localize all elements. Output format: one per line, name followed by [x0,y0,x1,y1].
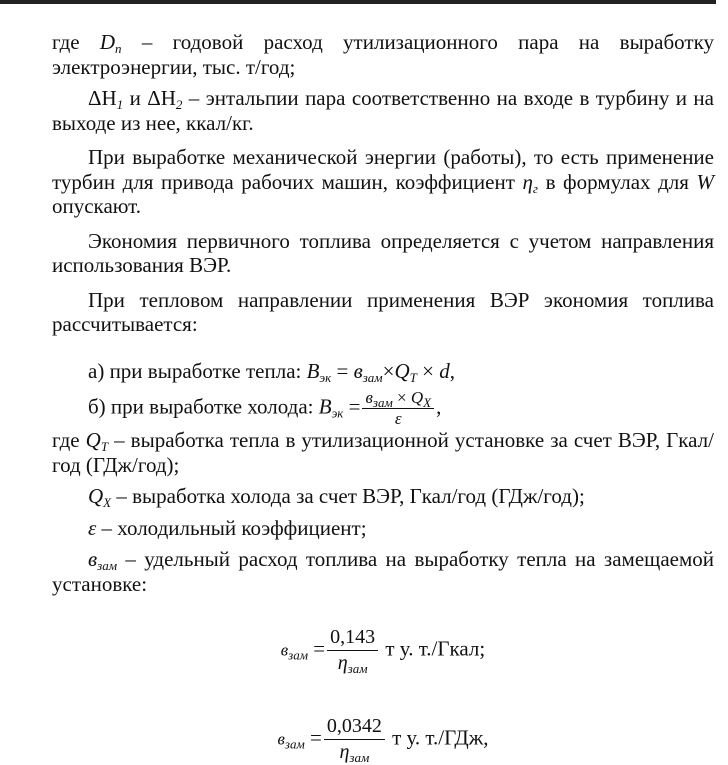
paragraph-fuel-economy: Экономия первичного топлива определяется с учетом направления использования ВЭР. [52,228,714,277]
fraction-gj: $\frac{0,0342}{\eta_{зам}}$ [324,715,385,764]
formula-vzam-gcal: $в_{зам}$ = $\frac{0,143}{\eta_{зам}}$ т у. т./Гкал; [280,626,486,676]
top-rule [0,0,716,4]
formula-vzam-gj: $в_{зам}$ = $\frac{0,0342}{\eta_{зам}}$ т у. т./ГДж, [277,715,489,765]
paragraph-mechanical-energy: При выработке механической энергии (работы), то есть применение турбин для привода рабочих машин, коэффициент $\eta_г$ в формулах для W опускают. [52,145,715,218]
paragraph-qx-definition: $Q_X$ – выработка холода за счет ВЭР, Гкал/год (ГДж/год); [88,484,585,510]
document-page [52,30,714,764]
paragraph-epsilon-definition: ε – холодильный коэффициент; [88,515,367,540]
fraction-cold: $\frac{в_{зам} \times Q_X}{\varepsilon}$ [362,389,434,428]
paragraph-thermal-direction: При тепловом направлении применения ВЭР экономия топлива рассчитывается: [52,287,714,336]
paragraph-dp-definition: где $D_п$ – годовой расход утилизационного пара на выработку электроэнергии, тыс. т/год; [52,30,714,79]
formula-cold: б) при выработке холода: $B_{эк}$ = $\frac{в_{зам} \times Q_X}{\varepsilon}$ , [88,388,442,428]
paragraph-enthalpy-definition: $\Delta H_1$ и $\Delta H_2$ – энтальпии пара соответственно на входе в турбину и на выходе из нее, ккал/кг. [52,86,714,135]
paragraph-vzam-definition: $в_{зам}$ – удельный расход топлива на выработку тепла на замещаемой установке: [52,547,714,596]
fraction-gcal: $\frac{0,143}{\eta_{зам}}$ [327,626,378,675]
paragraph-qt-definition: где $Q_T$ – выработка тепла в утилизационной установке за счет ВЭР, Гкал/год (ГДж/год); [52,428,714,477]
formula-heat: а) при выработке тепла: $B_{эк} = в_{зам}\times Q_T \times d$, [88,358,455,385]
